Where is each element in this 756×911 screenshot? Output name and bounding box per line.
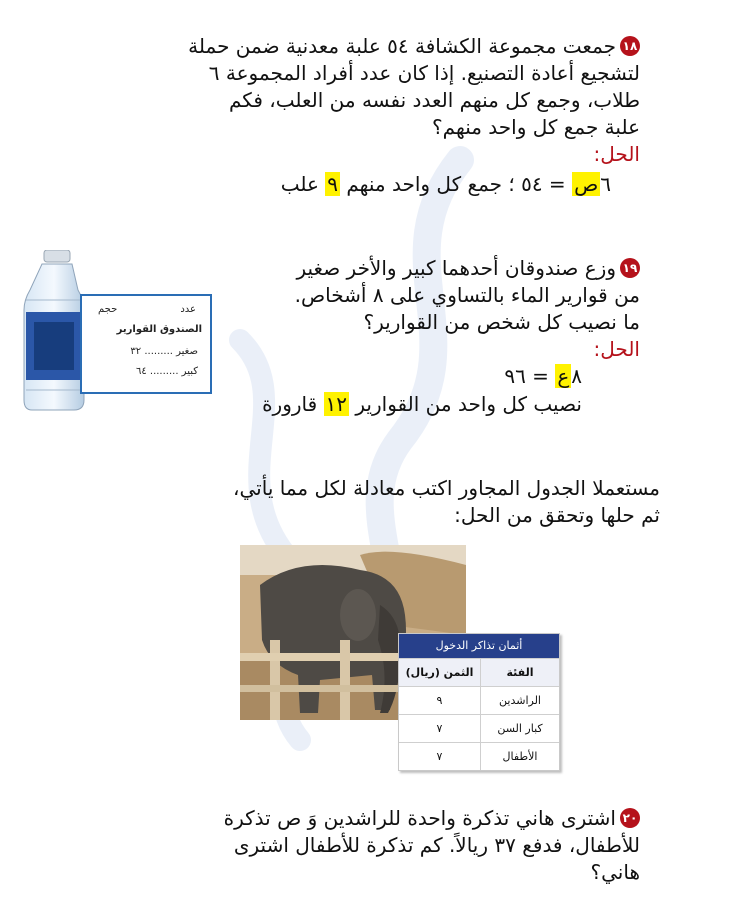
q20-line-3: هاني؟ (590, 860, 640, 884)
table-header-row (399, 658, 559, 686)
card-row-small: صغير ......... ٣٢ (130, 346, 198, 357)
answer-result: ٩ (327, 172, 338, 196)
solution-label: الحل: (593, 337, 640, 361)
table-cell-price: ٧ (399, 715, 481, 742)
table-row (399, 742, 559, 770)
table-header-price: الثمن (ريال) (399, 659, 481, 686)
question-number-badge: ١٨ (620, 36, 640, 56)
q19-line-1: وزع صندوقان أحدهما كبير والأخر صغير (296, 256, 616, 280)
card-header-size: حجم (98, 304, 118, 315)
answer-coefficient: ٨ (571, 364, 582, 388)
q19-answer-equation (504, 364, 582, 388)
table-cell-price: ٩ (399, 687, 481, 714)
answer-equation: = ٥٤ ؛ جمع كل واحد منهم (340, 172, 573, 196)
q18-line-3: طلاب، وجمع كل منهم العدد نفسه من العلب، فكم (229, 88, 640, 112)
answer-variable: ص (574, 172, 599, 196)
table-cell-category: كبار السن (497, 722, 543, 735)
question-number-badge: ٢٠ (620, 808, 640, 828)
answer-text: نصيب كل واحد من القوارير (349, 392, 582, 416)
solution-label: الحل: (593, 142, 640, 166)
card-row-large: كبير ......... ٦٤ (135, 366, 198, 377)
answer-result: ١٢ (325, 392, 348, 416)
q18-line-2: لتشجيع أعادة التصنيع. إذا كان عدد أفراد المجموعة ٦ (208, 61, 640, 85)
instruction-line-1: مستعملا الجدول المجاور اكتب معادلة لكل مما يأتي، (233, 476, 660, 500)
answer-coefficient: ٦ (600, 172, 611, 196)
answer-unit: قارورة (262, 392, 324, 416)
question-number-badge: ١٩ (620, 258, 640, 278)
answer-unit: علب (280, 172, 326, 196)
table-header-category: الفئة (506, 666, 534, 679)
table-cell-price: ٧ (399, 743, 481, 770)
card-header-box: الصندوق القوارير (116, 324, 202, 335)
q18-answer (281, 172, 611, 196)
table-row (399, 686, 559, 714)
q18-line-1: جمعت مجموعة الكشافة ٥٤ علبة معدنية ضمن حملة (188, 34, 616, 58)
q20-line-2: للأطفال، فدفع ٣٧ ريالاً. كم تذكرة للأطفال اشترى (233, 833, 640, 857)
table-row (399, 714, 559, 742)
q20-line-1: اشترى هاني تذكرة واحدة للراشدين وَ ص تذكرة (223, 806, 616, 830)
q19-answer-result (262, 392, 582, 416)
instruction-line-2: ثم حلها وتحقق من الحل: (454, 503, 660, 527)
answer-equation: = ٩٦ (504, 364, 556, 388)
bottle-info-card (80, 294, 212, 394)
card-header-count: عدد (180, 304, 196, 315)
table-title: أثمان تذاكر الدخول (399, 634, 559, 658)
answer-variable: ع (557, 364, 570, 388)
table-cell-category: الراشدين (499, 694, 541, 707)
q19-line-3: ما نصيب كل شخص من القوارير؟ (363, 310, 640, 334)
q18-line-4: علبة جمع كل واحد منهم؟ (432, 115, 640, 139)
q19-line-2: من قوارير الماء بالتساوي على ٨ أشخاص. (294, 283, 640, 307)
ticket-price-table (398, 633, 560, 771)
table-cell-category: الأطفال (502, 750, 538, 763)
